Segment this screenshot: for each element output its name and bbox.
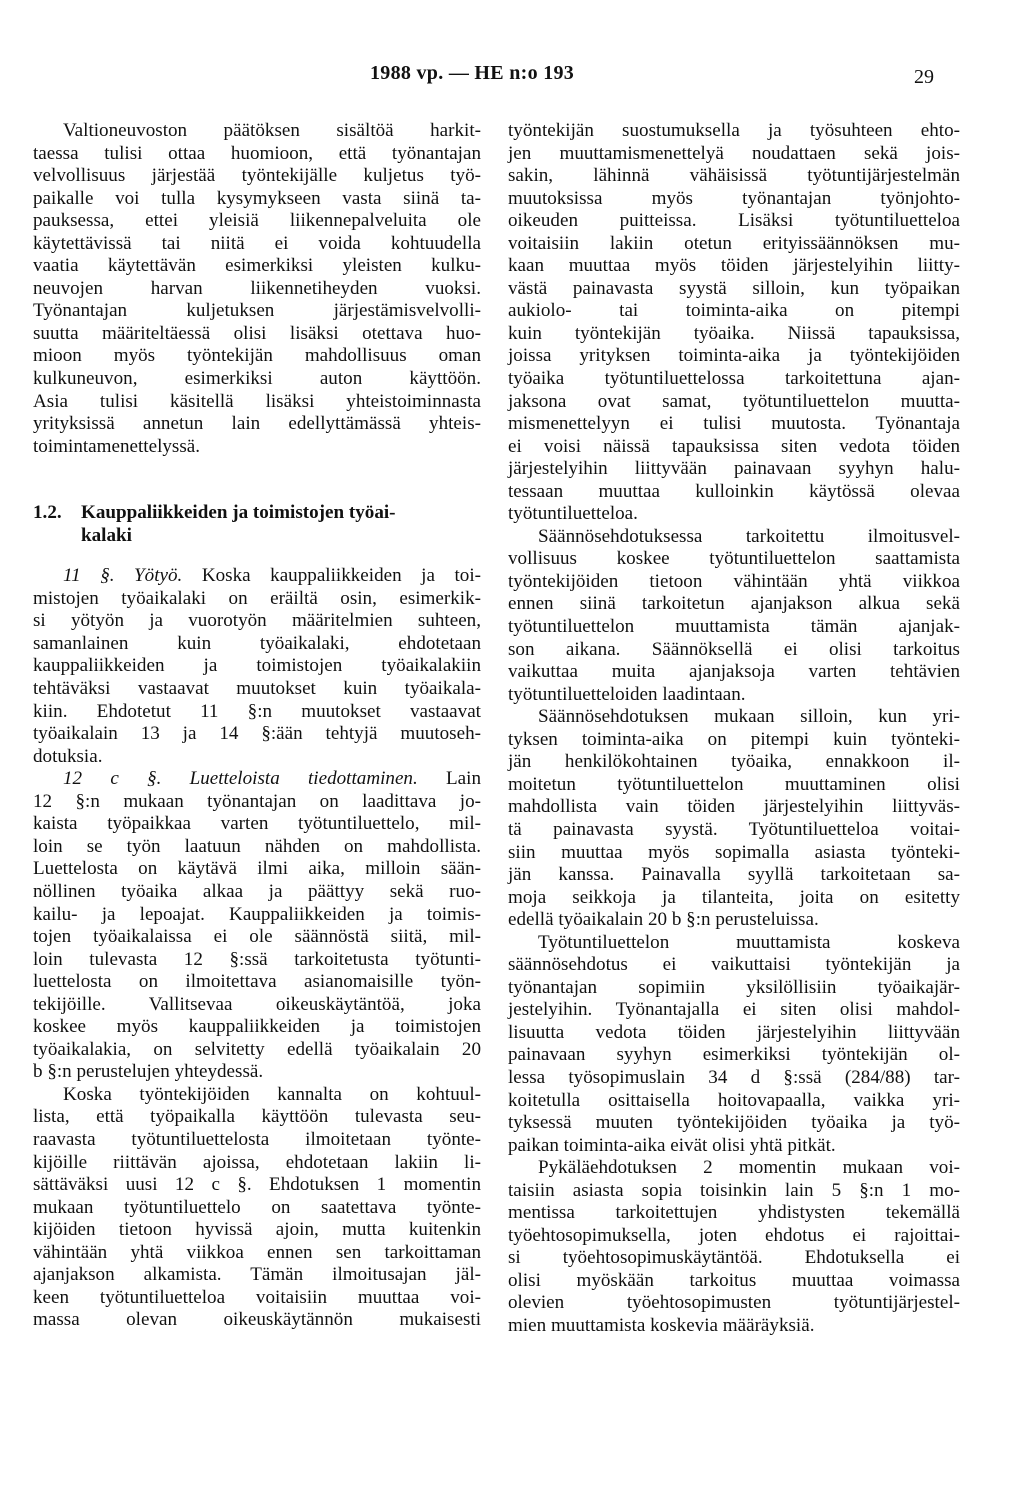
- text-line: moitetun työtuntiluettelon muuttaminen olisi: [508, 773, 960, 795]
- text-line: koitetulla osittaisella hoitovapaalla, vaikka yri-: [508, 1089, 960, 1111]
- text-line: si yötyön ja vuorotyön määritelmien suhteen,: [33, 610, 481, 632]
- text-line: Asia tulisi käsitellä lisäksi yhteistoiminnasta: [33, 390, 481, 412]
- text-line: jän kanssa. Painavalla syyllä tarkoitetaan sa-: [508, 864, 960, 886]
- text-line: jestelyihin. Työnantajalla ei siten olisi mahdol-: [508, 999, 960, 1021]
- text-line: työntekijän suostumuksella ja työsuhteen ehto-: [508, 120, 960, 141]
- text-line: moja seikkoja ja tilanteita, joita on esitetty: [508, 886, 960, 908]
- text-line: siin muuttaa myös sopimalla asiasta työnteki-: [508, 841, 960, 863]
- text-line: Pykäläehdotuksen 2 momentin mukaan voi-: [538, 1157, 960, 1179]
- text-line: taessa tulisi ottaa huomioon, että työnantajan: [33, 142, 481, 164]
- paragraph-kohtuullista: [33, 1084, 481, 1332]
- text-line: muutoksissa myös työnantajan työnjohto-: [508, 187, 960, 209]
- text-line: Työtuntiluettelon muuttamista koskeva: [538, 931, 960, 953]
- text-line: [33, 768, 481, 791]
- text-line: kiin. Ehdotetut 11 §:n muutokset vastaavat: [33, 700, 481, 722]
- text-line: tyksen toiminta-aika on pitempi kuin työnteki-: [508, 728, 960, 750]
- text-line: pauksessa, ettei yleisiä liikennepalveluita ole: [33, 210, 481, 232]
- text-line: raavasta työtuntiluettelosta ilmoitetaan työnte-: [33, 1128, 481, 1150]
- text-line: aukiolo- tai toiminta-aika on pitempi: [508, 300, 960, 322]
- text-line: kulkuneuvon, esimerkiksi auton käyttöön.: [33, 368, 481, 390]
- paragraph-luetteloista: [33, 768, 481, 1084]
- text-line: Valtioneuvoston päätöksen sisältöä harkit-: [63, 120, 481, 141]
- text-line: kaan muuttaa myös töiden järjestelyihin liitty-: [508, 255, 960, 277]
- text-line: sakin, lähinnä vähäisissä työtuntijärjestelmän: [508, 165, 960, 187]
- text-line: Säännösehdotuksessa tarkoitettu ilmoitusvel-: [538, 525, 960, 547]
- text-line: edellä työaikalain 20 b §:n perusteluissa.: [508, 909, 819, 931]
- text-line: yrityksissä annetun lain edellyttämässä yhteis-: [33, 413, 481, 435]
- heading-line: [33, 502, 481, 525]
- text-line: työtuntiluetteloa.: [508, 503, 638, 525]
- paragraph-muuttaminen: [508, 932, 960, 1157]
- page-header: [0, 56, 1024, 96]
- text-line: tessaan muuttaa kulloinkin käytössä olevaa: [508, 480, 960, 502]
- section-title-1: Kauppaliikkeiden ja toimistojen työai-: [81, 502, 396, 524]
- text-line: loin se työn laatuun nähden on mahdollista.: [33, 835, 481, 857]
- text-line: olevien työehtosopimusten työtuntijärjestel-: [508, 1292, 960, 1314]
- text-line: mien muuttamista koskevia määräyksiä.: [508, 1314, 815, 1336]
- text-line: Koska työntekijöiden kannalta on kohtuul-: [63, 1083, 481, 1105]
- text-line: käytettävissä tai niitä ei voida kohtuudella: [33, 232, 481, 254]
- paragraph-ilmoitusvelvollisuus: [508, 526, 960, 706]
- text-line: kijöille riittävän ajoissa, ehdotetaan lakiin li-: [33, 1151, 481, 1173]
- text-line: vaatia käytettävän esimerkiksi yleisten kulku-: [33, 255, 481, 277]
- text-line: massa olevan oikeuskäytännön mukaisesti: [33, 1309, 481, 1331]
- text-line: kailu- ja lepoajat. Kauppaliikkeiden ja toimis-: [33, 903, 481, 925]
- text-line: tojen työaikalaissa ei ole säännöstä siitä, mil-: [33, 926, 481, 948]
- text-line: vollisuus koskee työtuntiluettelon saattamista: [508, 548, 960, 570]
- text-line: koskee myös kauppaliikkeiden ja toimistojen: [33, 1016, 481, 1038]
- text-line: mioon myös työntekijän mahdollisuus oman: [33, 345, 481, 367]
- text-line: lista, että työpaikalla käyttöön tulevasta seu-: [33, 1106, 481, 1128]
- text-line: mahdollista vain töiden järjestelyihin liittyväs-: [508, 796, 960, 818]
- text-line: paikalle voi tulla kysymykseen vasta siinä ta-: [33, 187, 481, 209]
- text-line: mukaan työtuntiluettelo on saatettava työnte-: [33, 1196, 481, 1218]
- text-line: vähintään yhtä viikkoa ennen sen tarkoittaman: [33, 1241, 481, 1263]
- text-line: nöllinen työaika alkaa ja päättyy sekä ruo-: [33, 880, 481, 902]
- text-line: Työnantajan kuljetuksen järjestämisvelvolli-: [33, 300, 481, 322]
- page-number: 29: [914, 66, 934, 88]
- text-line: työtuntiluetteloiden laadintaan.: [508, 683, 746, 705]
- text-line: työehtosopimuksella, joten ehdotus ei rajoittai-: [508, 1224, 960, 1246]
- text-line: si työehtosopimuskäytäntöä. Ehdotuksella ei: [508, 1247, 960, 1269]
- text-line: kijöiden tietoon hyvissä ajoin, mutta kuitenkin: [33, 1219, 481, 1241]
- text-line: jen muuttamismenettelyä noudattaen sekä jois-: [508, 142, 960, 164]
- text-line: työaikalain 13 ja 14 §:ään tehtyjä muutoseh-: [33, 723, 481, 745]
- text-line: keen työtuntiluetteloa voitaisiin muuttaa voi-: [33, 1286, 481, 1308]
- text-line: toimintamenettelyssä.: [33, 435, 201, 457]
- text-line: työaika työtuntiluettelossa tarkoitettuna ajan-: [508, 368, 960, 390]
- text-line: vaikuttaa muita ajanjaksoja varten tehtävien: [508, 661, 960, 683]
- text-line: paikan toiminta-aika eivät olisi yhtä pitkät.: [508, 1134, 836, 1156]
- text-line: työnantajan sopimiin yksilöllisiin työaikajär-: [508, 976, 960, 998]
- spacer: [33, 547, 481, 565]
- text-line: kuin työntekijän työaika. Niissä tapauksissa,: [508, 322, 960, 344]
- section-12c-label: 12 c §. Luetteloista tiedottaminen.: [63, 768, 418, 790]
- paragraph-yotyo: [33, 565, 481, 768]
- text-line: kaista työpaikkaa varten työtuntiluettelo, mil-: [33, 813, 481, 835]
- section-11-label: 11 §. Yötyö.: [63, 565, 183, 587]
- text-line: 12 §:n mukaan työnantajan on laadittava jo-: [33, 790, 481, 812]
- text-line: lessa työsopimuslain 34 d §:ssä (284/88) tar-: [508, 1066, 960, 1088]
- text-line: työtuntiluettelon muuttamista tämän ajanjak-: [508, 616, 960, 638]
- text-line: b §:n perustelujen yhteydessä.: [33, 1061, 264, 1083]
- text-line: suutta määriteltäessä olisi lisäksi otettava huo-: [33, 322, 481, 344]
- text-line: lisuutta vedota töiden järjestelyihin liittyvään: [508, 1021, 960, 1043]
- text-line: työntekijöiden tietoon vähintään yhtä viikkoa: [508, 570, 960, 592]
- paragraph-toiminta-aika: [508, 706, 960, 931]
- text-line: työaikalakia, on selvitetty edellä työaikalain 20: [33, 1038, 481, 1060]
- section-heading: [33, 502, 481, 547]
- text-line: ei voisi näissä tapauksissa siten vedota töiden: [508, 435, 960, 457]
- paragraph-suostumus: [508, 120, 960, 526]
- text-line: säännösehdotus ei vaikuttaisi työntekijän ja: [508, 954, 960, 976]
- left-column: [33, 120, 481, 1332]
- text-line: ajanjakson alkamista. Tämän ilmoitusajan jäl-: [33, 1264, 481, 1286]
- text-line: samanlainen kuin työaikalaki, ehdotetaan: [33, 632, 481, 654]
- text-line: olisi myöskään tarkoitus muuttaa voimassa: [508, 1269, 960, 1291]
- text-line: Säännösehdotuksen mukaan silloin, kun yri-: [538, 706, 960, 728]
- text-line: jän henkilökohtainen työaika, ennakkoon il-: [508, 751, 960, 773]
- text-line: taisiin asiasta sopia toisinkin lain 5 §:n 1 mo-: [508, 1179, 960, 1201]
- text-line: voitaisiin lakiin otetun erityissäännöksen mu-: [508, 232, 960, 254]
- right-column: [508, 120, 960, 1338]
- text-line: oikeuden puitteissa. Lisäksi työtuntiluetteloa: [508, 210, 960, 232]
- text-line: son aikana. Säännöksellä ei olisi tarkoitus: [508, 638, 960, 660]
- text-line: tehtäväksi vastaavat muutokset kuin työaikala-: [33, 678, 481, 700]
- text-line: kauppaliikkeiden ja toimistojen työaikalakiin: [33, 655, 481, 677]
- section-12c-first: Lain: [446, 768, 481, 790]
- section-number: 1.2.: [33, 502, 62, 524]
- text-line: loin tulevasta 12 §:ssä tarkoitetusta työtunti-: [33, 948, 481, 970]
- text-line: [33, 565, 481, 588]
- text-line: västä painavasta syystä silloin, kun työpaikan: [508, 277, 960, 299]
- text-line: järjestelyihin liittyvään painavaan syyhyn halu-: [508, 458, 960, 480]
- text-line: tyksessä muuten työntekijöiden työaika ja työ-: [508, 1112, 960, 1134]
- text-line: mistojen työaikalaki on eräiltä osin, esimerkik-: [33, 587, 481, 609]
- text-line: mentissa tarkoitettujen yhdistysten tekemällä: [508, 1202, 960, 1224]
- text-line: tä painavasta syystä. Työtuntiluetteloa voitai-: [508, 818, 960, 840]
- text-line: jaksona ovat samat, työtuntiluettelon muutta-: [508, 390, 960, 412]
- text-line: Luettelosta on käytävä ilmi aika, milloin sään-: [33, 858, 481, 880]
- spacer: [33, 458, 481, 502]
- text-line: velvollisuus järjestää työntekijälle kuljetus työ-: [33, 165, 481, 187]
- text-line: dotuksia.: [33, 745, 103, 767]
- text-line: mismenettelyyn ei tulisi muutosta. Työnantaja: [508, 413, 960, 435]
- text-line: tekijöille. Vallitsevaa oikeuskäytäntöä, joka: [33, 993, 481, 1015]
- text-line: ennen siinä tarkoitetun ajanjakson alkua sekä: [508, 593, 960, 615]
- section-11-first: Koska kauppaliikkeiden ja toi-: [201, 565, 481, 587]
- text-line: neuvojen harvan liikennetiheyden vuoksi.: [33, 277, 481, 299]
- paragraph-momentti: [508, 1157, 960, 1337]
- section-title-2: kalaki: [81, 524, 132, 546]
- paragraph-kuljetus: [33, 120, 481, 458]
- text-line: sättäväksi uusi 12 c §. Ehdotuksen 1 momentin: [33, 1174, 481, 1196]
- text-line: luettelosta on ilmoitettava asianomaisille työn-: [33, 971, 481, 993]
- running-head: 1988 vp. — HE n:o 193: [370, 62, 575, 84]
- text-line: painavaan syyhyn esimerkiksi työntekijän ol-: [508, 1044, 960, 1066]
- text-line: joissa yrityksen toiminta-aika ja työntekijöiden: [508, 345, 960, 367]
